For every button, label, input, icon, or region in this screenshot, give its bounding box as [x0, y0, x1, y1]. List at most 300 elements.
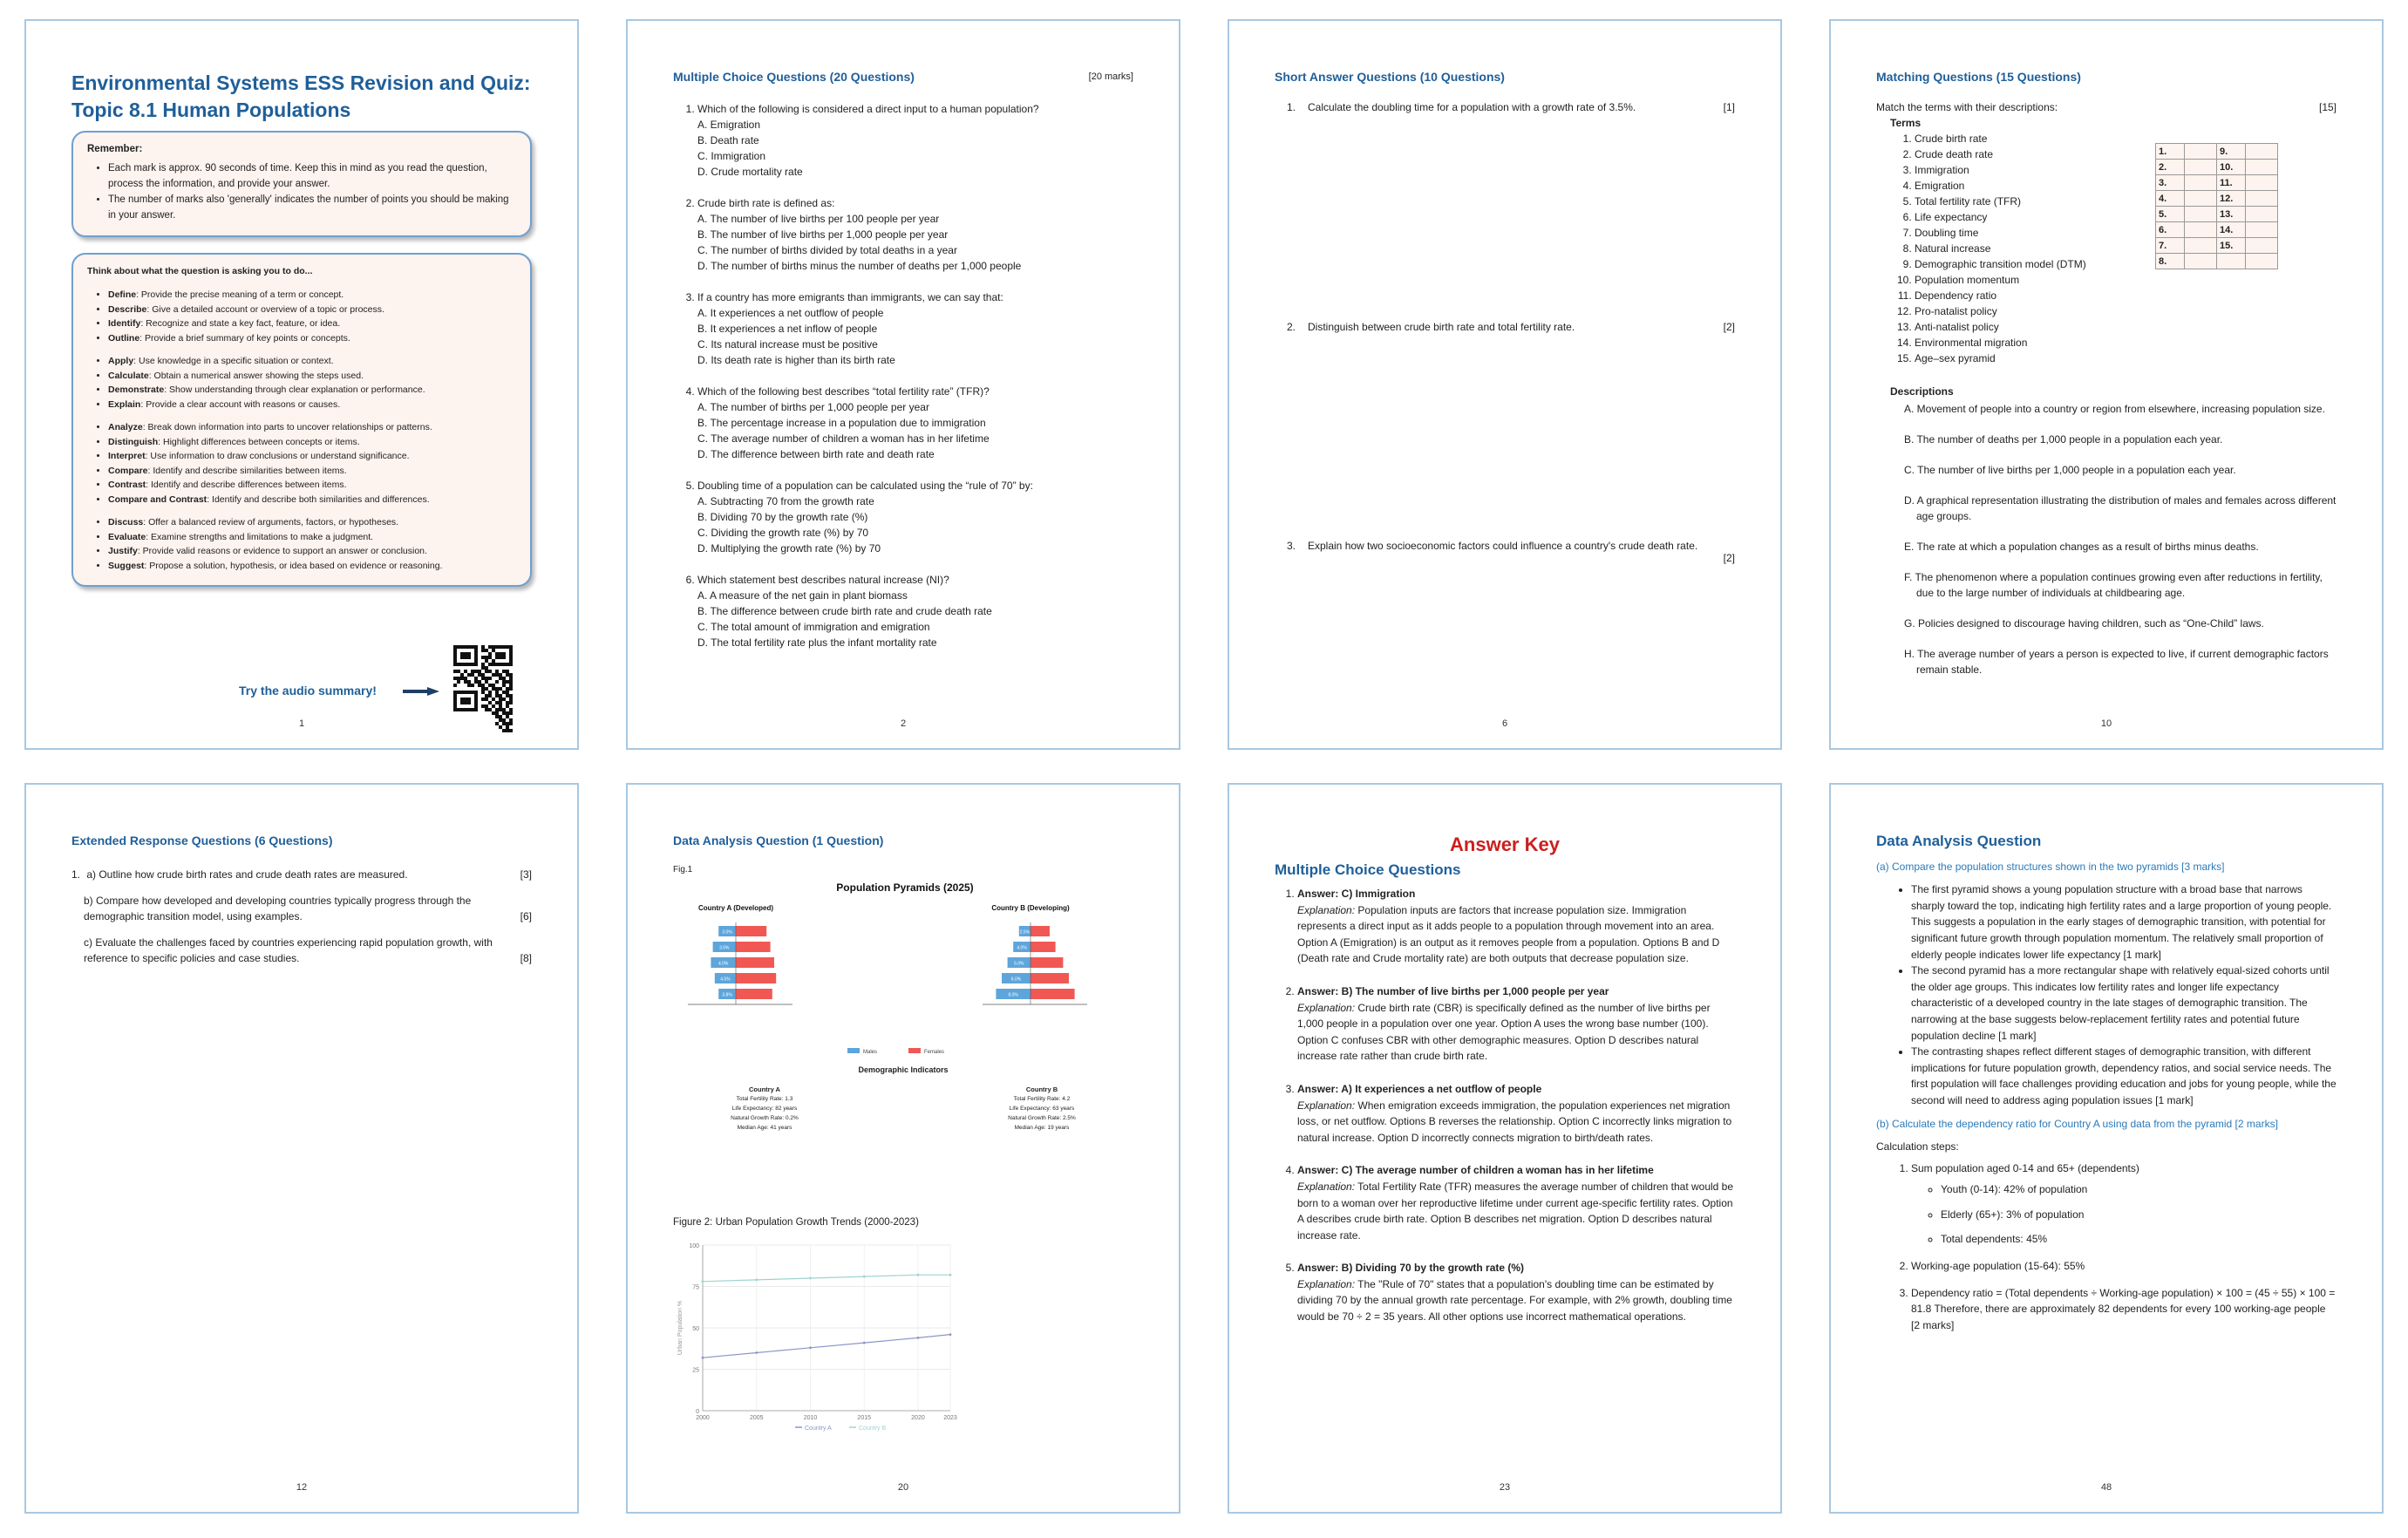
qr-module — [502, 684, 506, 687]
legend-label: Males — [863, 1050, 878, 1055]
command-term-definition: : Give a detailed account or overview of a topic or process. — [146, 303, 384, 315]
mcq-question — [697, 195, 1133, 274]
description-item: D. A graphical representation illustrating the distribution of males and females across different age groups. — [1904, 494, 2337, 522]
matching-instruction: Match the terms with their descriptions: — [1876, 101, 2058, 113]
answer-option[interactable]: D. The difference between birth rate and death rate — [697, 448, 935, 460]
qr-module — [488, 684, 492, 687]
qr-module — [506, 729, 509, 732]
calc-step: 3. Dependency ratio = (Total dependents ÷ Working-age population) × 100 = (45 ÷ 55) × 100 = 81.8 Therefore, there are approximately 82 dependents for every 100 working-age people [2 marks] — [1911, 1285, 2337, 1334]
answer-text: Answer: B) The number of live births per 1,000 people per year — [1297, 984, 1609, 997]
indicator-line: Life Expectancy: 82 years — [731, 1106, 798, 1112]
answer-option[interactable]: C. Immigration — [697, 150, 766, 162]
qr-module — [474, 663, 478, 666]
question-text: Explain how two socioeconomic factors could influence a country's crude death rate. — [1308, 540, 1698, 552]
qr-module — [467, 691, 471, 694]
indicator-line: Total Fertility Rate: 4.2 — [1013, 1096, 1071, 1102]
qr-module — [506, 701, 509, 704]
qr-module — [485, 666, 488, 670]
answer-option[interactable]: D. Crude mortality rate — [697, 166, 803, 178]
grid-number: 5. — [2156, 207, 2185, 222]
qr-module — [467, 673, 471, 677]
command-terms — [87, 288, 516, 573]
answer-option[interactable]: C. The number of births divided by total deaths in a year — [697, 244, 957, 256]
qr-module — [481, 666, 485, 670]
answer-grid-row — [2156, 191, 2278, 207]
answer-option[interactable]: A. The number of births per 1,000 people per year — [697, 401, 929, 413]
page-number: 10 — [2100, 718, 2112, 729]
qr-module — [460, 663, 464, 666]
command-term — [108, 316, 516, 331]
qr-module — [492, 673, 495, 677]
bar-label: 3.8% — [722, 992, 732, 998]
indicator-country-name: Country A — [749, 1085, 780, 1093]
question-marks: [2] — [1723, 552, 1735, 564]
qr-module — [464, 708, 467, 711]
qr-module — [499, 694, 502, 698]
command-term-name: Identify — [108, 318, 141, 329]
answer-option[interactable]: D. The number of births minus the number of deaths per 1,000 people — [697, 260, 1022, 272]
answer-option[interactable]: D. The total fertility rate plus the infant mortality rate — [697, 636, 937, 649]
qr-module — [467, 698, 471, 701]
answer-option[interactable]: A. It experiences a net outflow of people — [697, 307, 884, 319]
term-item: 11. Dependency ratio — [1915, 288, 2086, 303]
grid-number: 4. — [2156, 191, 2185, 207]
term-item: 5. Total fertility rate (TFR) — [1915, 194, 2086, 209]
grid-answer-cell[interactable] — [2246, 207, 2278, 222]
female-bar — [736, 973, 776, 983]
qr-module — [481, 673, 485, 677]
description-item: F. The phenomenon where a population continues growing even after reductions in fertility, due to the large number of individuals at childbearing age. — [1904, 571, 2323, 599]
qr-module — [492, 663, 495, 666]
data-point — [809, 1346, 812, 1349]
question-number: 1. — [1287, 101, 1296, 113]
mcq-question — [697, 289, 1133, 368]
grid-answer-cell[interactable] — [2185, 191, 2217, 207]
qr-module — [471, 663, 474, 666]
qr-module — [474, 708, 478, 711]
command-term — [108, 464, 516, 479]
series-line — [703, 1335, 950, 1358]
answer-grid-row — [2156, 144, 2278, 160]
section-heading: Multiple Choice Questions (20 Questions) — [673, 70, 915, 84]
qr-module — [488, 677, 492, 680]
calc-step-text: Sum population aged 0-14 and 65+ (dependents) — [1911, 1161, 2139, 1174]
question-text: c) Evaluate the challenges faced by countries experiencing rapid population growth, with reference to specific policies and case studies. — [84, 936, 493, 964]
question-text: Which of the following is considered a direct input to a human population? — [697, 103, 1039, 115]
grid-number: 14. — [2217, 222, 2246, 238]
qr-module — [499, 698, 502, 701]
qr-module — [474, 704, 478, 708]
qr-module — [492, 711, 495, 715]
data-point — [702, 1280, 704, 1283]
question-marks: [6] — [520, 910, 532, 922]
qr-module — [488, 652, 492, 656]
description-item: C. The number of live births per 1,000 people in a population each year. — [1904, 464, 2236, 476]
extended-question — [71, 867, 532, 882]
command-term — [108, 559, 516, 574]
page-number: 23 — [1499, 1482, 1511, 1493]
grid-number — [2217, 254, 2246, 269]
command-term-name: Describe — [108, 303, 147, 315]
urban-growth-line-chart — [673, 1235, 961, 1435]
qr-module — [492, 649, 495, 652]
qr-module — [506, 687, 509, 691]
qr-module — [460, 708, 464, 711]
qr-module — [492, 698, 495, 701]
command-term — [108, 449, 516, 464]
command-term-definition: : Break down information into parts to uncover relationships or patterns. — [142, 422, 432, 432]
x-tick-label: 2000 — [696, 1415, 710, 1421]
female-bar — [736, 957, 774, 968]
qr-module — [471, 645, 474, 649]
answer-grid-row — [2156, 254, 2278, 269]
audio-summary-link[interactable]: Try the audio summary! — [239, 684, 377, 698]
data-point — [949, 1274, 952, 1276]
grid-answer-cell[interactable] — [2246, 160, 2278, 175]
grid-answer-cell[interactable] — [2246, 144, 2278, 160]
command-term — [108, 478, 516, 493]
grid-answer-cell[interactable] — [2246, 175, 2278, 191]
arrow-right-icon — [403, 687, 439, 696]
answer-option[interactable]: D. Its death rate is higher than its birth rate — [697, 354, 895, 366]
qr-module — [506, 670, 509, 673]
indicator-line: Natural Growth Rate: 2.5% — [1008, 1115, 1076, 1121]
bar-label: 8.0% — [1008, 992, 1018, 998]
command-term-definition: : Identify and describe similarities between items. — [147, 465, 347, 476]
qr-module — [502, 670, 506, 673]
question-marks: [3] — [520, 868, 532, 881]
marks-total: [20 marks] — [1088, 71, 1133, 82]
answer-option[interactable]: C. The total amount of immigration and emigration — [697, 621, 930, 633]
page-number: 48 — [2100, 1482, 2112, 1493]
grid-answer-cell[interactable] — [2185, 222, 2217, 238]
answer-option[interactable]: B. The percentage increase in a population due to immigration — [697, 417, 986, 429]
qr-module — [464, 656, 467, 659]
command-term-name: Evaluate — [108, 531, 146, 542]
page-number: 1 — [298, 718, 305, 729]
bar-label: 5.0% — [1014, 961, 1024, 967]
qr-module — [464, 677, 467, 680]
command-term-definition: : Show understanding through clear explanation or performance. — [164, 384, 425, 395]
calc-step — [1911, 1160, 2337, 1248]
grid-number: 13. — [2217, 207, 2246, 222]
legend-label: Females — [924, 1050, 945, 1055]
section-heading: Matching Questions (15 Questions) — [1876, 70, 2081, 84]
qr-module — [457, 663, 460, 666]
explanation-label: Explanation: — [1297, 1277, 1356, 1290]
qr-module — [467, 680, 471, 684]
qr-module — [499, 645, 502, 649]
grid-answer-cell[interactable] — [2246, 254, 2278, 269]
qr-module — [499, 687, 502, 691]
command-term-definition: : Use information to draw conclusions or understand significance. — [145, 451, 410, 461]
command-term-name: Calculate — [108, 370, 149, 381]
qr-module — [460, 645, 464, 649]
question-text: Crude birth rate is defined as: — [697, 197, 835, 209]
qr-module — [481, 687, 485, 691]
short-answer-question — [1275, 321, 1735, 333]
answer-option[interactable]: A. A measure of the net gain in plant biomass — [697, 589, 908, 602]
answer-item — [1297, 1162, 1735, 1243]
grid-answer-cell[interactable] — [2246, 222, 2278, 238]
qr-module — [509, 680, 513, 684]
qr-module — [471, 691, 474, 694]
answer-option[interactable]: B. Dividing 70 by the growth rate (%) — [697, 511, 868, 523]
qr-module — [495, 687, 499, 691]
qr-module — [506, 691, 509, 694]
short-answer-question — [1275, 540, 1735, 564]
explanation-label: Explanation: — [1297, 1099, 1356, 1112]
grid-answer-cell[interactable] — [2246, 238, 2278, 254]
answer-option[interactable]: B. The difference between crude birth rate and crude death rate — [697, 605, 992, 617]
answer-option[interactable]: B. The number of live births per 1,000 people per year — [697, 228, 949, 241]
answer-option[interactable]: C. Its natural increase must be positive — [697, 338, 878, 350]
legend-swatch — [908, 1048, 921, 1053]
qr-module — [453, 677, 457, 680]
term-item: 12. Pro-natalist policy — [1915, 303, 2086, 319]
indicators-title: Demographic Indicators — [858, 1065, 949, 1074]
y-tick-label: 50 — [692, 1326, 699, 1332]
qr-module — [499, 656, 502, 659]
extended-question — [71, 893, 532, 924]
data-point — [755, 1351, 758, 1354]
bar-label: 2.5% — [1019, 929, 1031, 936]
qr-module — [478, 670, 481, 673]
question-text: Distinguish between crude birth rate and total fertility rate. — [1308, 321, 1575, 333]
command-term-group — [87, 420, 516, 507]
qr-module — [492, 659, 495, 663]
description-item: A. Movement of people into a country or region from elsewhere, increasing population size. — [1904, 403, 2325, 415]
explanation-text: Total Fertility Rate (TFR) measures the average number of children that would be born to a woman over her reproductive lifetime under current age-specific fertility rates. Option A describes crude birth rate. Option B describes net migration. Option D describes natural increase rate. — [1297, 1180, 1734, 1242]
qr-module — [464, 670, 467, 673]
qr-module — [457, 645, 460, 649]
explanation-text: The "Rule of 70" states that a population's doubling time can be estimated by dividing 70 by the annual growth rate percentage. For example, with 2% growth, doubling time would be 70 ÷ 2 = 35 years. All other options use incorrect mathematical operations. — [1297, 1277, 1732, 1324]
indicators-country-b — [968, 1085, 1116, 1133]
female-bar — [736, 942, 771, 952]
answer-option[interactable]: A. Subtracting 70 from the growth rate — [697, 495, 874, 507]
grid-number: 6. — [2156, 222, 2185, 238]
grid-number: 11. — [2217, 175, 2246, 191]
qr-module — [488, 656, 492, 659]
qr-module — [457, 677, 460, 680]
qr-module — [485, 656, 488, 659]
term-item: 8. Natural increase — [1915, 241, 2086, 256]
question-text: b) Compare how developed and developing countries typically progress through the demographic transition model, using examples. — [84, 895, 472, 922]
data-point — [949, 1333, 952, 1336]
command-term-name: Apply — [108, 356, 134, 366]
mcq-question — [697, 572, 1133, 650]
answer-text: Answer: C) Immigration — [1297, 888, 1416, 900]
qr-module — [495, 680, 499, 684]
qr-module — [467, 701, 471, 704]
grid-answer-cell[interactable] — [2185, 238, 2217, 254]
mcq-question — [697, 384, 1133, 462]
qr-module — [488, 708, 492, 711]
qr-module — [474, 698, 478, 701]
indicators-country-a — [690, 1085, 839, 1133]
section-heading: Data Analysis Question (1 Question) — [673, 834, 884, 847]
qr-module — [474, 680, 478, 684]
qr-module — [453, 704, 457, 708]
qr-module — [506, 711, 509, 715]
qr-module — [481, 684, 485, 687]
qr-module — [467, 708, 471, 711]
qr-module — [453, 645, 457, 649]
description-item: B. The number of deaths per 1,000 people in a population each year. — [1904, 433, 2223, 446]
page-6 — [626, 783, 1180, 1514]
qr-module — [495, 673, 499, 677]
qr-module — [502, 708, 506, 711]
grid-number: 12. — [2217, 191, 2246, 207]
qr-module — [481, 663, 485, 666]
data-point — [863, 1276, 866, 1278]
answer-text: Answer: B) Dividing 70 by the growth rate (%) — [1297, 1262, 1525, 1275]
grid-number: 2. — [2156, 160, 2185, 175]
section-heading: Short Answer Questions (10 Questions) — [1275, 70, 1505, 84]
legend-swatch — [847, 1048, 860, 1053]
qr-module — [509, 698, 513, 701]
grid-number: 8. — [2156, 254, 2185, 269]
term-item: 14. Environmental migration — [1915, 335, 2086, 350]
grid-answer-cell[interactable] — [2185, 207, 2217, 222]
short-answer-question — [1275, 101, 1735, 113]
qr-module — [474, 652, 478, 656]
indicator-country-name: Country B — [1025, 1085, 1058, 1093]
qr-module — [453, 649, 457, 652]
female-bar — [1031, 942, 1056, 952]
command-term — [108, 369, 516, 384]
answer-point: • The contrasting shapes reflect different stages of demographic transition, with different implications for future population growth, dependency ratios, and social service needs. The first population will face challenges providing education and jobs for young people, while the second will need to address aging population issues [1 mark] — [1911, 1044, 2337, 1108]
answer-option[interactable]: C. Dividing the growth rate (%) by 70 — [697, 527, 869, 539]
grid-answer-cell[interactable] — [2185, 254, 2217, 269]
question-number: 1. — [71, 868, 81, 881]
qr-module — [492, 645, 495, 649]
command-term-group — [87, 354, 516, 412]
answer-option[interactable]: A. The number of live births per 100 people per year — [697, 213, 940, 225]
qr-module — [509, 652, 513, 656]
qr-module — [502, 691, 506, 694]
grid-answer-cell[interactable] — [2246, 191, 2278, 207]
qr-module — [474, 677, 478, 680]
qr-module — [502, 729, 506, 732]
steps-label: Calculation steps: — [1876, 1140, 1959, 1154]
page-1 — [24, 19, 579, 750]
mcq-list — [673, 101, 1133, 650]
qr-module — [492, 684, 495, 687]
remember-label: Remember: — [87, 144, 143, 154]
remember-item: • Each mark is approx. 90 seconds of time. Keep this in mind as you read the question, process the information, and provide your answer. — [108, 160, 516, 192]
command-term-name: Outline — [108, 332, 140, 344]
data-point — [917, 1337, 920, 1339]
qr-module — [502, 677, 506, 680]
grid-answer-cell[interactable] — [2185, 175, 2217, 191]
calc-step: 2. Working-age population (15-64): 55% — [1911, 1258, 2337, 1275]
grid-answer-cell[interactable] — [2185, 160, 2217, 175]
command-term — [108, 303, 516, 317]
qr-module — [495, 711, 499, 715]
qr-module — [453, 684, 457, 687]
qr-module — [495, 670, 499, 673]
question-number: 3. — [1287, 540, 1296, 552]
page-5 — [24, 783, 579, 1514]
command-term-name: Interpret — [108, 451, 146, 461]
qr-module — [474, 659, 478, 663]
qr-module — [464, 680, 467, 684]
page-4 — [1829, 19, 2384, 750]
qr-module — [509, 663, 513, 666]
qr-module — [488, 701, 492, 704]
answer-grid — [2155, 143, 2278, 269]
explanation-label: Explanation: — [1297, 1001, 1356, 1014]
command-term-name: Justify — [108, 546, 138, 556]
qr-module — [499, 652, 502, 656]
qr-module — [474, 701, 478, 704]
question-number: 2. — [1287, 321, 1296, 333]
command-term-name: Suggest — [108, 560, 145, 571]
grid-answer-cell[interactable] — [2185, 144, 2217, 160]
command-term-name: Demonstrate — [108, 384, 165, 395]
command-term — [108, 544, 516, 559]
qr-module — [485, 670, 488, 673]
answer-grid-row — [2156, 238, 2278, 254]
qr-module — [506, 663, 509, 666]
question-text: Calculate the doubling time for a population with a growth rate of 3.5%. — [1308, 101, 1636, 113]
grid-number: 7. — [2156, 238, 2185, 254]
qr-module — [485, 708, 488, 711]
x-tick-label: 2005 — [749, 1415, 764, 1421]
answer-option[interactable]: D. Multiplying the growth rate (%) by 70 — [697, 542, 881, 555]
command-term-name: Compare — [108, 465, 148, 476]
answer-item — [1297, 1260, 1735, 1324]
qr-module — [478, 680, 481, 684]
qr-module — [485, 698, 488, 701]
terms-label: Terms — [1890, 117, 1922, 129]
y-tick-label: 100 — [689, 1243, 699, 1249]
qr-module — [481, 698, 485, 701]
answer-option[interactable]: A. Emigration — [697, 119, 761, 131]
answer-grid-row — [2156, 175, 2278, 191]
qr-module — [457, 691, 460, 694]
female-bar — [736, 926, 766, 936]
answer-option[interactable]: B. Death rate — [697, 134, 759, 146]
qr-module — [506, 680, 509, 684]
term-item: 15. Age–sex pyramid — [1915, 350, 2086, 366]
explanation-text: Crude birth rate (CBR) is specifically defined as the number of live births per 1,000 people in a population over one year. Option A uses the wrong base number (100). Option C confuses CBR with other demographic measures. Option D describes natural increase rate rather than crude birth rate. — [1297, 1001, 1711, 1063]
qr-module — [495, 694, 499, 698]
answer-option[interactable]: C. The average number of children a woman has in her lifetime — [697, 432, 990, 445]
mcq-question — [697, 101, 1133, 180]
term-item: 1. Crude birth rate — [1915, 131, 2086, 146]
qr-module — [474, 656, 478, 659]
qr-module — [488, 670, 492, 673]
bar-label: 4.0% — [718, 961, 729, 967]
command-term-name: Contrast — [108, 480, 146, 490]
qr-module — [509, 729, 513, 732]
qr-module — [471, 670, 474, 673]
section-heading: Extended Response Questions (6 Questions) — [71, 834, 333, 847]
data-point — [917, 1274, 920, 1276]
answer-item — [1297, 983, 1735, 1065]
answer-option[interactable]: B. It experiences a net inflow of people — [697, 323, 878, 335]
description-item: H. The average number of years a person is expected to live, if current demographic factors remain stable. — [1904, 648, 2329, 676]
female-bar — [1031, 989, 1075, 999]
descriptions-list — [1904, 401, 2337, 677]
descriptions-label: Descriptions — [1890, 385, 1954, 398]
qr-module — [502, 711, 506, 715]
qr-module — [471, 673, 474, 677]
qr-module — [495, 691, 499, 694]
x-tick-label: 2010 — [803, 1415, 818, 1421]
